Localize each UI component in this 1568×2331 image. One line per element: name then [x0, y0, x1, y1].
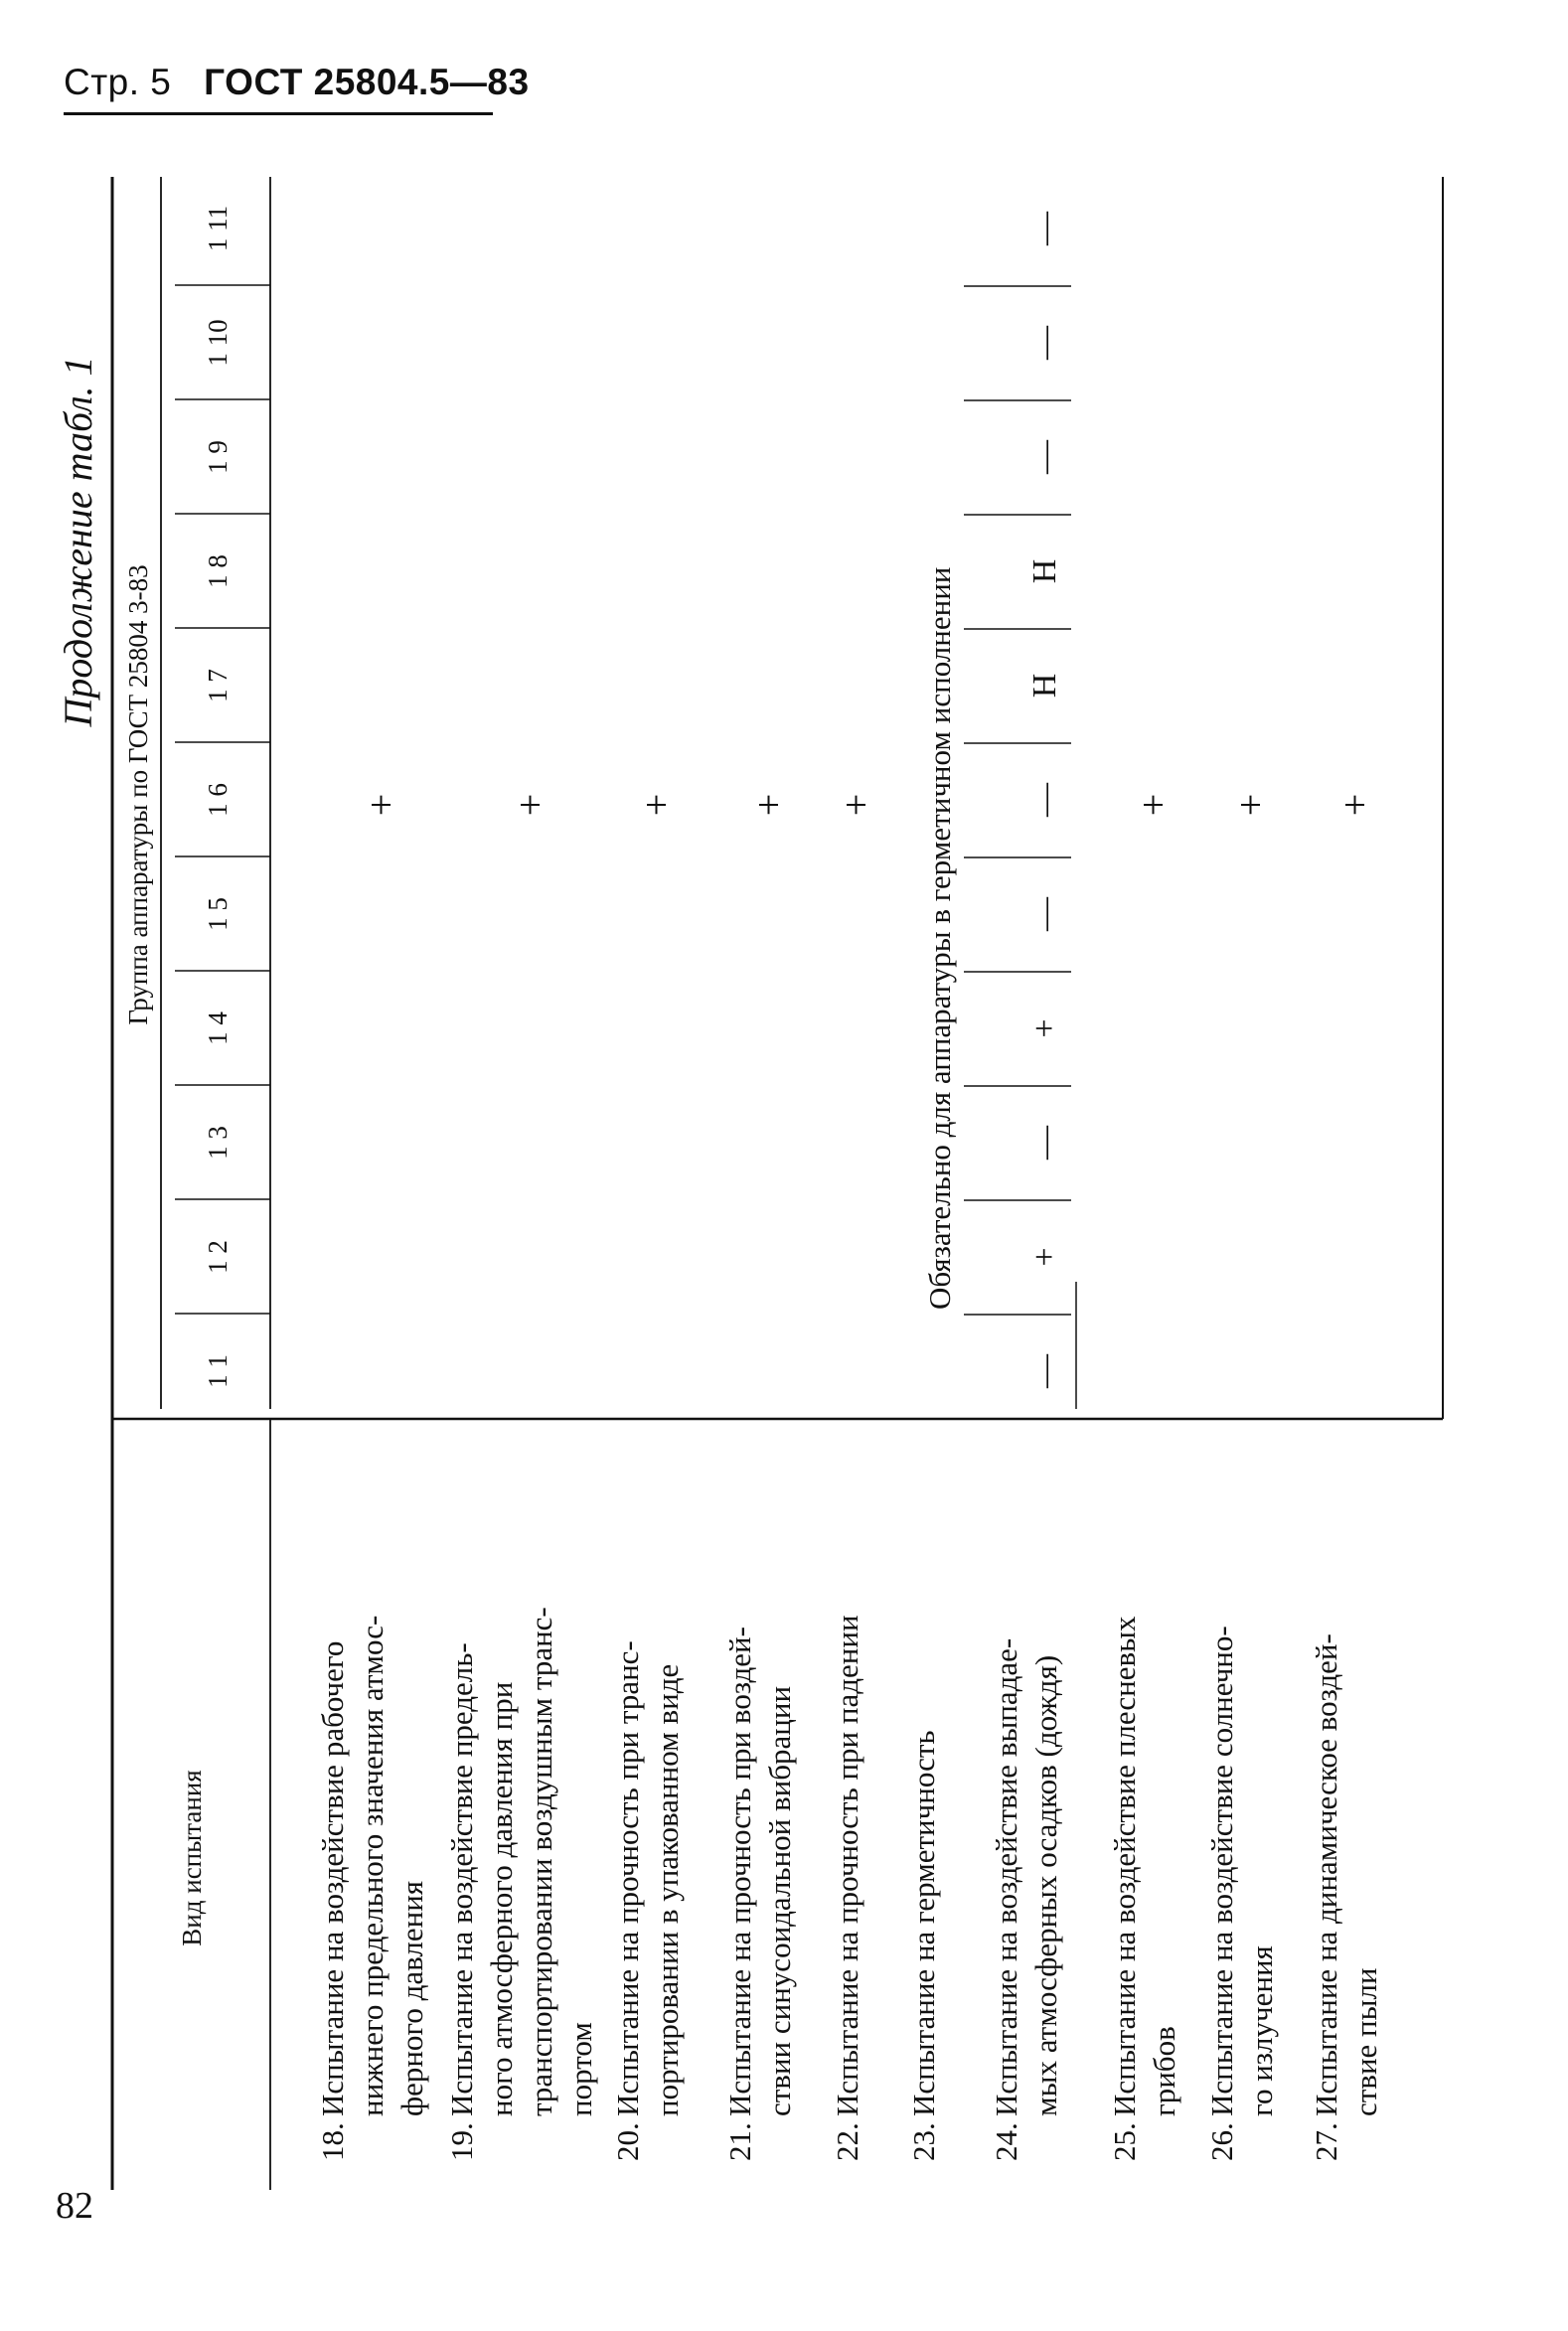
row24-cell-11: — — [1026, 212, 1063, 245]
standard-designation: ГОСТ 25804.5—83 — [204, 62, 530, 102]
hermetic-note: Обязательно для аппаратуры в герметичном исполнении — [922, 566, 957, 1310]
row-mark-18: + — [359, 793, 403, 817]
page-number: 82 — [56, 2185, 93, 2227]
page-label: Стр. 5 — [64, 62, 172, 102]
column-number-11: 1 11 — [203, 205, 233, 252]
row-text-21-2: ствии синусоидальной вибрации — [762, 1685, 797, 2116]
table-caption: Продолжение табл. 1 — [56, 356, 100, 727]
row-number-24: 24. — [989, 2122, 1023, 2161]
group-header: Группа аппаратуры по ГОСТ 25804 3-83 — [123, 564, 153, 1025]
row-text-20-1: Испытание на прочность при транс- — [610, 1640, 645, 2116]
row-text-23-1: Испытание на герметичность — [906, 1730, 941, 2116]
row-text-25-1: Испытание на воздействие плесневых — [1107, 1616, 1142, 2116]
row-text-18-2: нижнего предельного значения атмос- — [355, 1615, 390, 2116]
column-number-1: 1 1 — [203, 1354, 233, 1388]
row-number-21: 21. — [722, 2122, 757, 2161]
row-mark-21: + — [746, 793, 791, 817]
row-text-24-1: Испытание на воздействие выпадае- — [989, 1637, 1023, 2116]
row-number-19: 19. — [444, 2122, 479, 2161]
column-number-4: 1 4 — [203, 1011, 233, 1045]
row-text-27-2: ствие пыли — [1348, 1967, 1383, 2116]
row-number-27: 27. — [1309, 2122, 1343, 2161]
column-number-9: 1 9 — [203, 440, 233, 474]
row-mark-25: + — [1131, 793, 1176, 817]
row-mark-22: + — [834, 793, 878, 817]
row-mark-19: + — [508, 793, 552, 817]
row24-cell-4: + — [1026, 1018, 1063, 1038]
column-number-6: 1 6 — [203, 783, 233, 817]
row-text-26-2: го излучения — [1244, 1945, 1279, 2116]
row24-cell-8: Н — [1026, 558, 1063, 584]
row-text-24-2: мых атмосферных осадков (дождя) — [1028, 1654, 1063, 2116]
column-number-8: 1 8 — [203, 554, 233, 588]
row-text-19-1: Испытание на воздействие предель- — [444, 1642, 479, 2116]
column-number-10: 1 10 — [203, 319, 233, 367]
test-kind-header: Вид испытания — [177, 1770, 207, 1946]
column-number-2: 1 2 — [203, 1240, 233, 1274]
row24-cell-7: Н — [1026, 673, 1063, 699]
row-number-20: 20. — [610, 2122, 645, 2161]
row-text-27-1: Испытание на динамическое воздей- — [1309, 1633, 1343, 2116]
row-mark-20: + — [634, 793, 679, 817]
row24-cell-1: — — [1026, 1354, 1063, 1388]
row-number-23: 23. — [906, 2122, 941, 2161]
row24-cell-10: — — [1026, 326, 1063, 360]
row24-cell-2: + — [1026, 1247, 1063, 1267]
table-body — [56, 177, 1443, 2190]
row24-cell-5: — — [1026, 897, 1063, 931]
row-text-18-3: ферного давления — [394, 1880, 429, 2116]
row-text-21-1: Испытание на прочность при воздей- — [722, 1627, 757, 2116]
row-number-22: 22. — [830, 2122, 864, 2161]
column-number-3: 1 3 — [203, 1126, 233, 1160]
row-mark-27: + — [1333, 793, 1377, 817]
row24-cell-6: — — [1026, 783, 1063, 817]
row24-cell-9: — — [1026, 440, 1063, 474]
row-number-26: 26. — [1204, 2122, 1239, 2161]
row-mark-26: + — [1228, 793, 1273, 817]
row-text-20-2: портировании в упакованном виде — [650, 1663, 685, 2116]
row-text-18-1: Испытание на воздействие рабочего — [315, 1640, 350, 2116]
row-number-25: 25. — [1107, 2122, 1142, 2161]
column-number-7: 1 7 — [203, 669, 233, 702]
row-text-19-4: портом — [563, 2022, 598, 2116]
row-number-18: 18. — [315, 2122, 350, 2161]
row-text-19-2: ного атмосферного давления при — [484, 1681, 519, 2116]
row-text-26-1: Испытание на воздействие солнечно- — [1204, 1626, 1239, 2116]
column-number-5: 1 5 — [203, 897, 233, 931]
row-text-22-1: Испытание на прочность при падении — [830, 1615, 864, 2116]
row-text-19-3: транспортировании воздушным транс- — [524, 1607, 558, 2116]
row24-cell-3: — — [1026, 1126, 1063, 1160]
row-text-25-2: грибов — [1147, 2026, 1181, 2116]
